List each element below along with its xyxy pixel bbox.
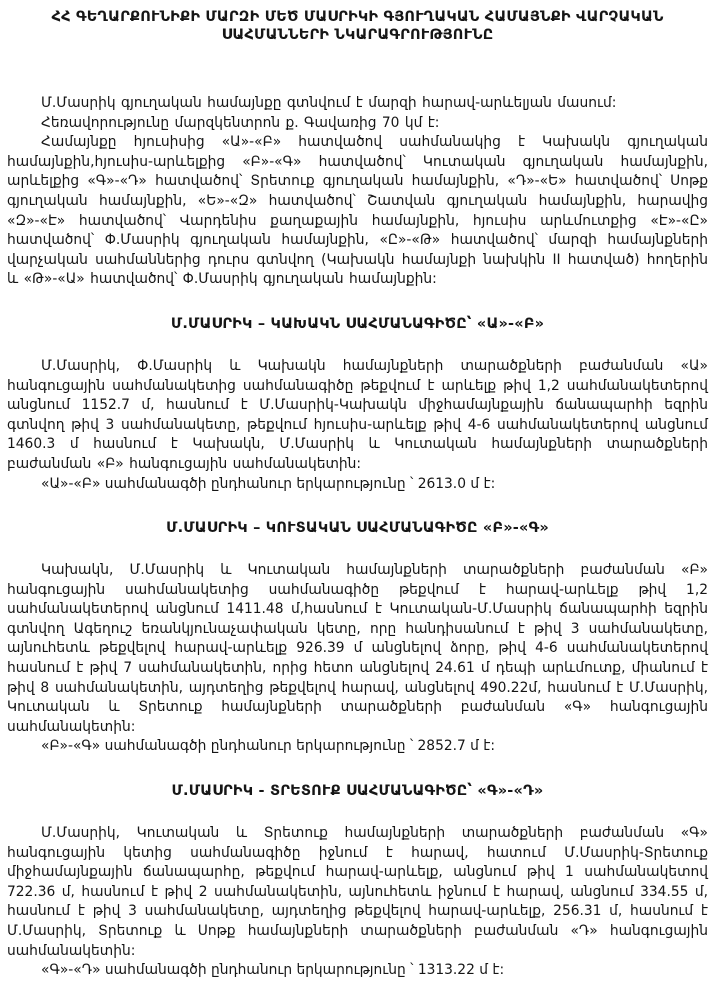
section-a-b <box>7 316 708 494</box>
section-heading-a-b: Մ.ՄԱՍՐԻԿ – ԿԱԽԱԿՆ ՍԱՀՄԱՆԱԳԻԾԸ՝ «Ա»-«Բ» <box>170 315 545 332</box>
section-body-b-g: Կախակն, Մ.Մասրիկ և Կուտական համայնքների տարածքների բաժանման «Բ» հանգուցային սահմանակետից սահմանագիծը թեքվում է հարավ-արևելք թիվ 1,2 սահմանակետերով անցնում 1411.48 մ,հասնում է Կուտական-Մ.Մասրիկ ճանապարհի եզրին գտնվող Ագեղուշ եռանկյունաչափական կետը, որը հանդիսանում է թիվ 3 սահմանակետը, այնուհետև թեքվելով հարավ-արևելք 926.39 մ անցնելով ձորը, թիվ 4-6 սահմանակետերով հասնում է թիվ 7 սահմանակետին, որից հետո անցնելով 24.61 մ դեպի արևմուտք, միանում է թիվ 8 սահմանակետին, այդտեղից թեքվելով հարավ, անցնելով 490.22մ, հասնում է Մ.Մասրիկ, Կուտական և Տրետուք համայնքների տարածքների բաժանման «Գ» հանգուցային սահմանակետին: <box>7 562 708 735</box>
section-length-g-d: «Գ»-«Դ» սահմանագծի ընդհանուր երկարությունը ՝ 1313.22 մ է: <box>41 962 505 979</box>
intro-block <box>7 94 708 290</box>
section-length-a-b: «Ա»-«Բ» սահմանագծի ընդհանուր երկարությունը ՝ 2613.0 մ է: <box>41 475 496 492</box>
intro-borders-paragraph: Համայնքը հյուսիսից «Ա»-«Բ» հատվածով սահմանակից է Կախակն գյուղական համայնքին,հյուսիս-արևելքից «Բ»-«Գ» հատվածով՝ Կուտական գյուղական համայնքին, արևելքից «Գ»-«Դ» հատվածով՝ Տրետուք գյուղական համայնքին, «Դ»-«Ե» հատվածով՝ Սոթք գյուղական համայնքին, «Ե»-«Զ» հատվածով՝ Շատվան գյուղական համայնքին, հարավից «Զ»-«Է» հատվածով՝ Վարդենիս քաղաքային համայնքին, հյուսիս արևմուտքից «Է»-«Ը» հատվածով՝ Փ.Մասրիկ գյուղական համայնքին, «Ը»-«Թ» հատվածով՝ մարզի համայնքների վարչական սահմաններից դուրս գտնվող (Կախակն համայնքի նախկին II հատված) հողերին և «Թ»-«Ա» հատվածով՝ Փ.Մասրիկ գյուղական համայնքին: <box>7 134 708 288</box>
section-heading-g-d: Մ.ՄԱՍՐԻԿ - ՏՐԵՏՈՒՔ ՍԱՀՄԱՆԱԳԻԾԸ՝ «Գ»-«Դ» <box>171 783 544 800</box>
document-title-line2: ՍԱՀՄԱՆՆԵՐԻ ՆԿԱՐԱԳՐՈՒԹՅՈՒՆԸ <box>221 27 494 43</box>
section-g-d <box>7 783 708 981</box>
section-length-b-g: «Բ»-«Գ» սահմանագծի ընդհանուր երկարությունը ՝ 2852.7 մ է: <box>41 738 496 755</box>
section-b-g <box>7 520 708 757</box>
section-heading-b-g: Մ.ՄԱՍՐԻԿ – ԿՈՒՏԱԿԱՆ ՍԱՀՄԱՆԱԳԻԾԸ «Բ»-«Գ» <box>166 520 549 537</box>
document-title-line1: ՀՀ ԳԵՂԱՐՔՈՒՆԻՔԻ ՄԱՐԶԻ ՄԵԾ ՄԱՍՐԻԿԻ ԳՅՈՒՂԱԿԱՆ ՀԱՄԱՅՆՔԻ ՎԱՐՉԱԿԱՆ <box>51 9 664 25</box>
document-title <box>7 8 708 44</box>
section-body-g-d: Մ.Մասրիկ, Կուտական և Տրետուք համայնքների տարածքների բաժանման «Գ» հանգուցային կետից սահմանագիծը իջնում է հարավ, հատում Մ.Մասրիկ-Տրետուք միջհամայնքային ճանապարհը, թեքվում հարավ-արևելք, անցնում թիվ 1 սահմանակետով 722.36 մ, հասնում է թիվ 2 սահմանակետին, այնուհետև իջնում է հարավ, անցնում 334.55 մ, հասնում է թիվ 3 սահմանակետը, այդտեղից թեքվելով հարավ-արևելք, 256.31 մ, հասնում է Մ.Մասրիկ, Տրետուք և Սոթք համայնքների տարածքների բաժանման «Դ» հանգուցային սահմանակետին: <box>7 825 708 959</box>
intro-distance-line: Հեռավորությունը մարզկենտրոն ք. Գավառից 70 կմ է: <box>41 114 440 131</box>
section-body-a-b: Մ.Մասրիկ, Փ.Մասրիկ և Կախակն համայնքների տարածքների բաժանման «Ա» հանգուցային սահմանակետից սահմանագիծը թեքվում է արևելք թիվ 1,2 սահմանակետերով անցնում 1152.7 մ, հասնում է Մ.Մասրիկ-Կախակն միջհամայնքային ճանապարհի եզրին գտնվող թիվ 3 սահմանակետը, թեքվում հյուսիս-արևելք թիվ 4-6 սահմանակետերով անցնում 1460.3 մ հասնում է Կախակն, Մ.Մասրիկ և Կուտական համայնքների տարածքների բաժանման «Բ» հանգուցային սահմանակետին: <box>7 357 708 472</box>
intro-location-line: Մ.Մասրիկ գյուղական համայնքը գտնվում է մարզի հարավ-արևելյան մասում: <box>41 95 617 111</box>
